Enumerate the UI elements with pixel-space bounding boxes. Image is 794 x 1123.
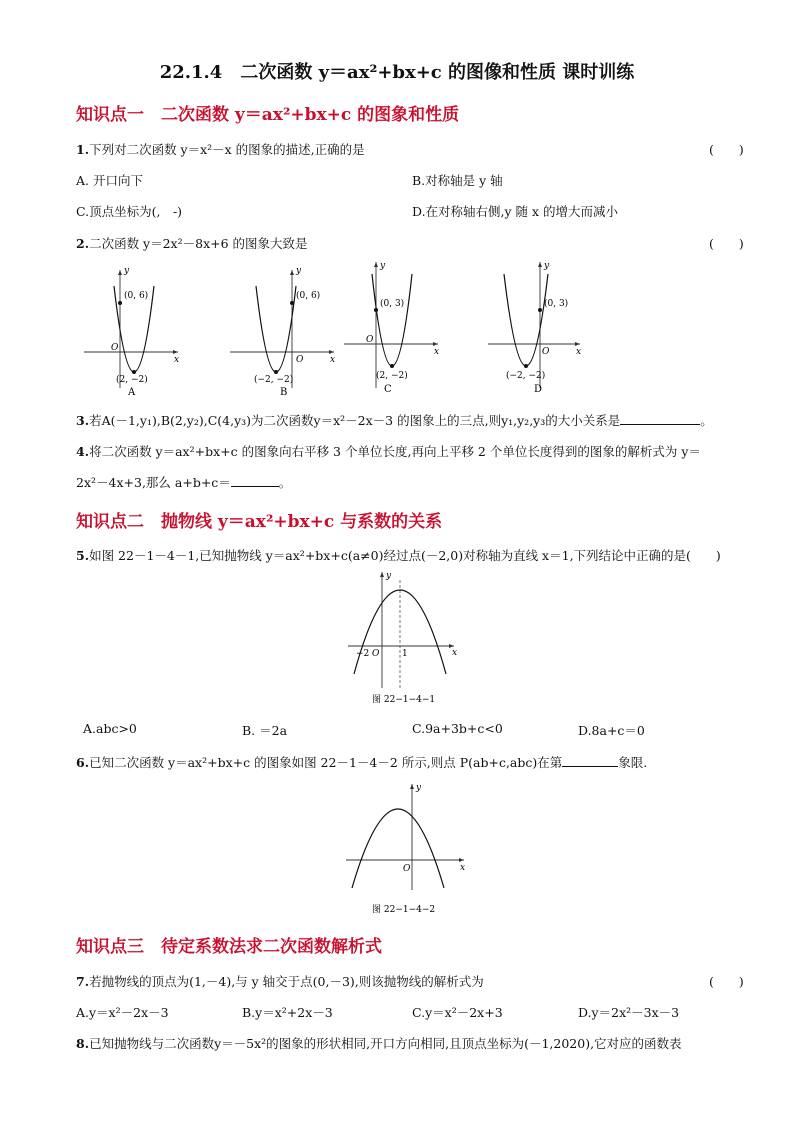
page-title: 22.1.4 二次函数 y＝ax²+bx+c 的图像和性质 课时训练	[159, 62, 635, 83]
origin-label: O	[111, 343, 119, 353]
option-d: D.y＝2x²－3x－3	[578, 1005, 680, 1020]
intercept-label: (0, 6)	[296, 291, 321, 301]
question-number: 1.	[76, 142, 90, 157]
graph-letter: A	[128, 387, 136, 398]
answer-blank[interactable]	[231, 474, 279, 487]
option-a: A. 开口向下	[76, 173, 143, 188]
option-d: D.在对称轴右侧,y 随 x 的增大而减小	[412, 204, 619, 219]
question-5	[76, 546, 721, 564]
origin-label: O	[372, 649, 380, 659]
graph-d	[488, 261, 581, 395]
figure-22-1-4-2	[340, 780, 472, 920]
question-2	[76, 234, 308, 252]
answer-blank[interactable]	[620, 412, 700, 425]
answer-paren: ( )	[709, 142, 744, 157]
answer-paren: ( )	[709, 236, 744, 251]
question-4-line2	[76, 473, 291, 491]
graph-letter: D	[534, 384, 543, 395]
question-text: 若抛物线的顶点为(1,－4),与 y 轴交于点(0,－3),则该抛物线的解析式为	[89, 974, 484, 989]
origin-label: O	[366, 335, 374, 345]
option-b: B.y＝x²+2x－3	[242, 1005, 333, 1020]
option-b: B. ＝2a	[242, 723, 288, 738]
axis-y-label: y	[416, 783, 422, 793]
question-text: 二次函数 y＝2x²－8x+6 的图象大致是	[89, 236, 308, 251]
question-7	[76, 972, 484, 990]
option-c: C.9a+3b+c<0	[412, 721, 503, 736]
graph-letter: B	[280, 387, 288, 398]
question-text: 已知抛物线与二次函数y＝－5x²的图象的形状相同,开口方向相同,且顶点坐标为(－1,2020),它对应的函数表	[89, 1036, 682, 1051]
section-heading-1: 知识点一 二次函数 y＝ax²+bx+c 的图象和性质	[76, 105, 460, 125]
figure-22-1-4-1	[342, 566, 462, 710]
question-number: 6.	[76, 755, 90, 770]
question-number: 2.	[76, 236, 90, 251]
question-after: 象限.	[618, 755, 648, 770]
question-number: 8.	[76, 1036, 90, 1051]
question-4	[76, 442, 701, 460]
question-1	[76, 140, 365, 158]
question-6	[76, 753, 647, 771]
intercept-label: (0, 6)	[124, 291, 149, 301]
axis-x-label: x	[460, 863, 466, 873]
origin-label: O	[542, 347, 550, 357]
axis-x-label: x	[452, 648, 458, 658]
figure-caption: 图 22−1−4−1	[372, 695, 436, 705]
graph-letter: C	[384, 384, 392, 395]
question-3	[76, 411, 713, 429]
graph-c	[344, 261, 439, 395]
question-text-line1: 将二次函数 y＝ax²+bx+c 的图象向右平移 3 个单位长度,再向上平移 2 个单位长度得到的图象的解析式为 y＝	[89, 444, 701, 459]
question-text: 若A(－1,y₁),B(2,y₂),C(4,y₃)为二次函数y＝x²－2x－3 的图象上的三点,则y₁,y₂,y₃的大小关系是	[89, 413, 621, 428]
origin-label: O	[403, 864, 411, 874]
tick-pos-label: 1	[402, 649, 408, 659]
question-number: 3.	[76, 413, 90, 428]
question-8	[76, 1034, 682, 1052]
question-number: 4.	[76, 444, 90, 459]
option-a: A.abc>0	[83, 721, 137, 736]
vertex-label: (−2, −2)	[506, 371, 546, 381]
axis-x-label: x	[434, 347, 440, 357]
axis-y-label: y	[380, 261, 386, 271]
section-heading-2: 知识点二 抛物线 y＝ax²+bx+c 与系数的关系	[76, 512, 443, 532]
answer-paren: ( )	[709, 974, 744, 989]
option-a: A.y＝x²－2x－3	[76, 1005, 169, 1020]
question-end: 。	[278, 475, 292, 490]
option-d: D.8a+c＝0	[578, 723, 645, 738]
graph-b	[230, 266, 335, 398]
axis-x-label: x	[330, 355, 336, 365]
axis-y-label: y	[296, 266, 302, 276]
origin-label: O	[296, 355, 304, 365]
figure-caption: 图 22−1−4−2	[372, 905, 436, 915]
question-text: 下列对二次函数 y＝x²－x 的图象的描述,正确的是	[89, 142, 365, 157]
option-b: B.对称轴是 y 轴	[412, 173, 503, 188]
intercept-label: (0, 3)	[380, 299, 405, 309]
question-text-line2: 2x²－4x+3,那么 a+b+c＝	[76, 475, 231, 490]
question-end: 。	[700, 413, 713, 428]
axis-x-label: x	[174, 355, 180, 365]
question-text: 如图 22－1－4－1,已知抛物线 y＝ax²+bx+c(a≠0)经过点(－2,0)对称轴为直线 x＝1,下列结论中正确的是( )	[89, 548, 721, 563]
axis-y-label: y	[386, 571, 392, 581]
vertex-label: (−2, −2)	[254, 375, 294, 385]
axis-y-label: y	[124, 266, 130, 276]
section-heading-3: 知识点三 待定系数法求二次函数解析式	[76, 937, 382, 957]
vertex-label: (2, −2)	[376, 371, 408, 381]
option-c: C.y＝x²－2x+3	[412, 1005, 503, 1020]
answer-blank[interactable]	[562, 754, 618, 767]
tick-neg-label: −2	[356, 649, 370, 659]
option-c: C.顶点坐标为(, -)	[76, 204, 183, 219]
axis-x-label: x	[576, 347, 582, 357]
axis-y-label: y	[544, 261, 550, 271]
q2-graphs-right	[340, 258, 580, 402]
question-text: 已知二次函数 y＝ax²+bx+c 的图象如图 22－1－4－2 所示,则点 P(ab+c,abc)在第	[89, 755, 563, 770]
graph-a	[84, 266, 179, 398]
vertex-label: (2, −2)	[116, 375, 148, 385]
intercept-label: (0, 3)	[544, 299, 569, 309]
question-number: 7.	[76, 974, 90, 989]
question-number: 5.	[76, 548, 90, 563]
